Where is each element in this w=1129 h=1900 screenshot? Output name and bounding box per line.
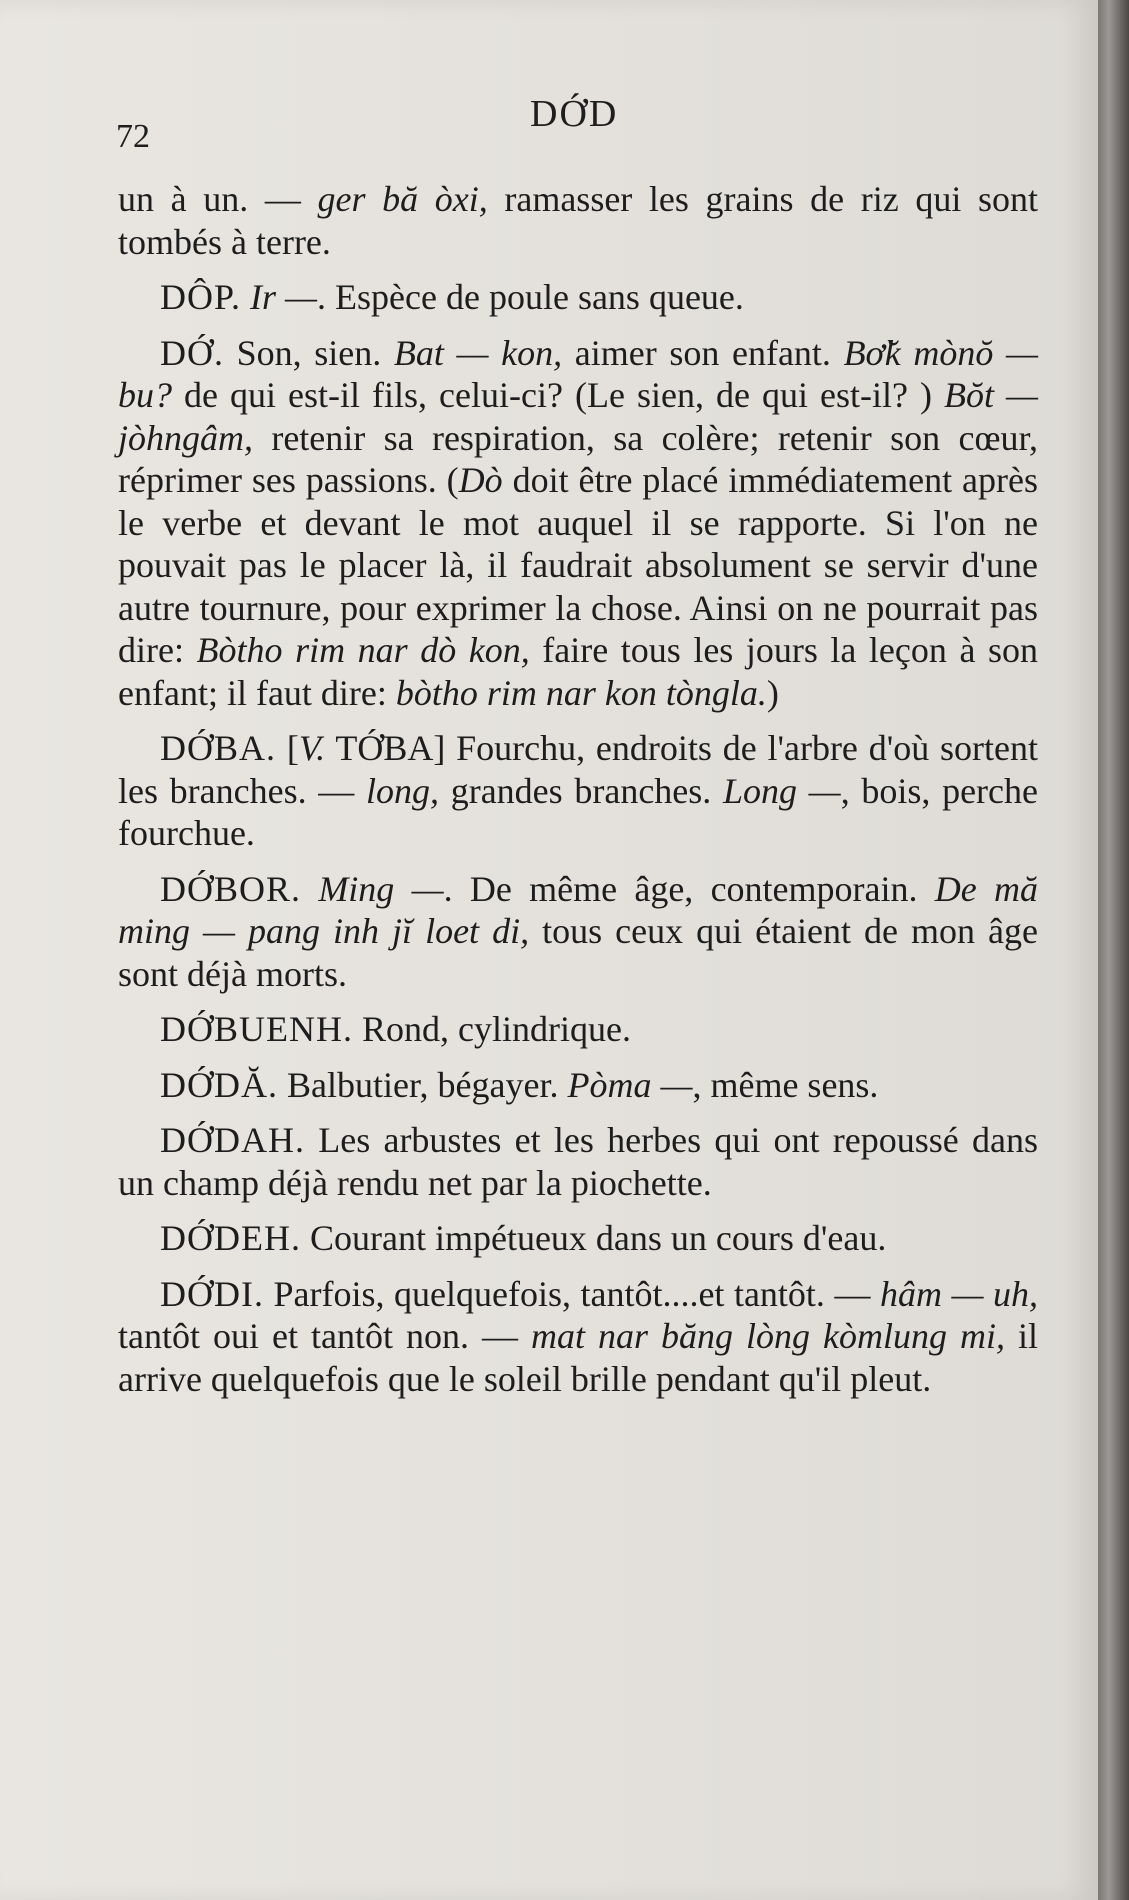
headword: DỚBA. bbox=[160, 728, 277, 768]
entry-text: , bois, perche fourchue. bbox=[118, 770, 1038, 853]
example-phrase: ger bă òxi, bbox=[317, 179, 488, 219]
entry-text: Balbutier, bégayer. bbox=[278, 1064, 568, 1105]
entry-text: tantôt oui et tantôt non. — bbox=[118, 1316, 531, 1356]
dictionary-entry bbox=[118, 178, 1038, 263]
running-head: DỚD bbox=[530, 93, 619, 135]
example-phrase: Ir — bbox=[250, 277, 318, 317]
entry-text: . De même âge, contemporain. bbox=[443, 868, 935, 909]
entry-text: aimer son enfant. bbox=[562, 332, 844, 373]
entry-text: Son, sien. bbox=[224, 332, 394, 373]
headword: DỚDĂ. bbox=[160, 1064, 278, 1105]
example-phrase: mat nar băng lòng kòmlung mi, bbox=[530, 1316, 1005, 1356]
entry-text: Rond, cylindrique. bbox=[353, 1009, 631, 1049]
dictionary-entry bbox=[118, 1273, 1038, 1401]
headword: DỚDEH. bbox=[160, 1218, 301, 1258]
example-phrase: long, bbox=[366, 770, 440, 811]
entry-text: [ bbox=[276, 728, 299, 768]
entry-text: de qui est-il fils, celui-ci? (Le sien, de qui est-il? ) bbox=[172, 375, 944, 415]
dictionary-content bbox=[118, 178, 1038, 1413]
entry-text: Parfois, quelquefois, tantôt....et tantôt. — bbox=[263, 1273, 880, 1314]
dictionary-entry bbox=[118, 727, 1038, 855]
dictionary-entry bbox=[118, 276, 1038, 319]
example-phrase: bòtho rim nar kon tòngla. bbox=[395, 672, 767, 713]
dictionary-entry bbox=[118, 332, 1038, 715]
example-phrase: Bơ̆k mònŏ — bu? bbox=[118, 332, 1039, 415]
example-phrase: Bat — kon, bbox=[393, 332, 563, 373]
example-phrase: Bòtho rim nar dò kon, bbox=[196, 630, 530, 670]
example-phrase: Bŏt — jòhngâm, bbox=[118, 375, 1038, 458]
dictionary-entry bbox=[118, 1008, 1038, 1051]
book-page-edge bbox=[1098, 0, 1129, 1900]
headword: DỚBOR. bbox=[160, 868, 302, 909]
headword: DỚ. bbox=[160, 332, 224, 373]
entry-text bbox=[301, 869, 318, 909]
example-phrase: hâm — uh, bbox=[879, 1273, 1038, 1314]
entry-text: un à un. — bbox=[118, 179, 318, 219]
entry-text: retenir sa respiration, sa colère; retenir son cœur, réprimer ses passions. ( bbox=[118, 417, 1038, 500]
headword: DỚBUENH. bbox=[160, 1009, 353, 1049]
example-phrase: V. bbox=[298, 728, 326, 768]
entry-text: ramasser les grains de riz qui sont tombés à terre. bbox=[118, 179, 1038, 262]
headword: DỚDAH. bbox=[160, 1120, 305, 1160]
entry-text: TỚBA] Fourchu, endroits de l'arbre d'où sortent les branches. — bbox=[118, 728, 1038, 811]
entry-text: Courant impétueux dans un cours d'eau. bbox=[300, 1218, 887, 1258]
dictionary-entry bbox=[118, 1217, 1038, 1260]
entry-text: ) bbox=[766, 672, 779, 713]
entry-text: faire tous les jours la leçon à son enfant; il faut dire: bbox=[118, 630, 1038, 713]
dictionary-entry bbox=[118, 1064, 1038, 1107]
dictionary-entry bbox=[118, 1119, 1038, 1204]
entry-text: . Espèce de poule sans queue. bbox=[317, 277, 744, 317]
headword: DỚDI. bbox=[160, 1273, 264, 1314]
page-number: 72 bbox=[116, 118, 150, 155]
example-phrase: Long — bbox=[722, 770, 841, 811]
entry-text: grandes branches. bbox=[439, 770, 723, 811]
example-phrase: Pòma — bbox=[567, 1064, 693, 1105]
entry-text bbox=[241, 277, 250, 317]
entry-text: Les arbustes et les herbes qui ont repoussé dans un champ déjà rendu net par la piochette. bbox=[118, 1120, 1038, 1203]
example-phrase: De mă ming — pang inh jĭ loet di, bbox=[118, 868, 1039, 951]
entry-text: il arrive quelquefois que le soleil brille pendant qu'il pleut. bbox=[118, 1316, 1038, 1399]
entry-text: , même sens. bbox=[692, 1064, 879, 1105]
headword: DÔP. bbox=[160, 277, 242, 317]
dictionary-entry bbox=[118, 868, 1038, 996]
page-header bbox=[0, 88, 1098, 155]
entry-text: tous ceux qui étaient de mon âge sont déjà morts. bbox=[118, 911, 1039, 994]
example-phrase: Dò bbox=[458, 460, 503, 500]
example-phrase: Ming — bbox=[318, 868, 444, 909]
entry-text: doit être placé immédiatement après le verbe et devant le mot auquel il se rapporte. Si l'on ne pouvait pas le placer là, il faudrait absolument se servir d'une autre tournure, pour exprimer la chose. Ainsi on ne pourrait pas dire: bbox=[118, 460, 1039, 670]
